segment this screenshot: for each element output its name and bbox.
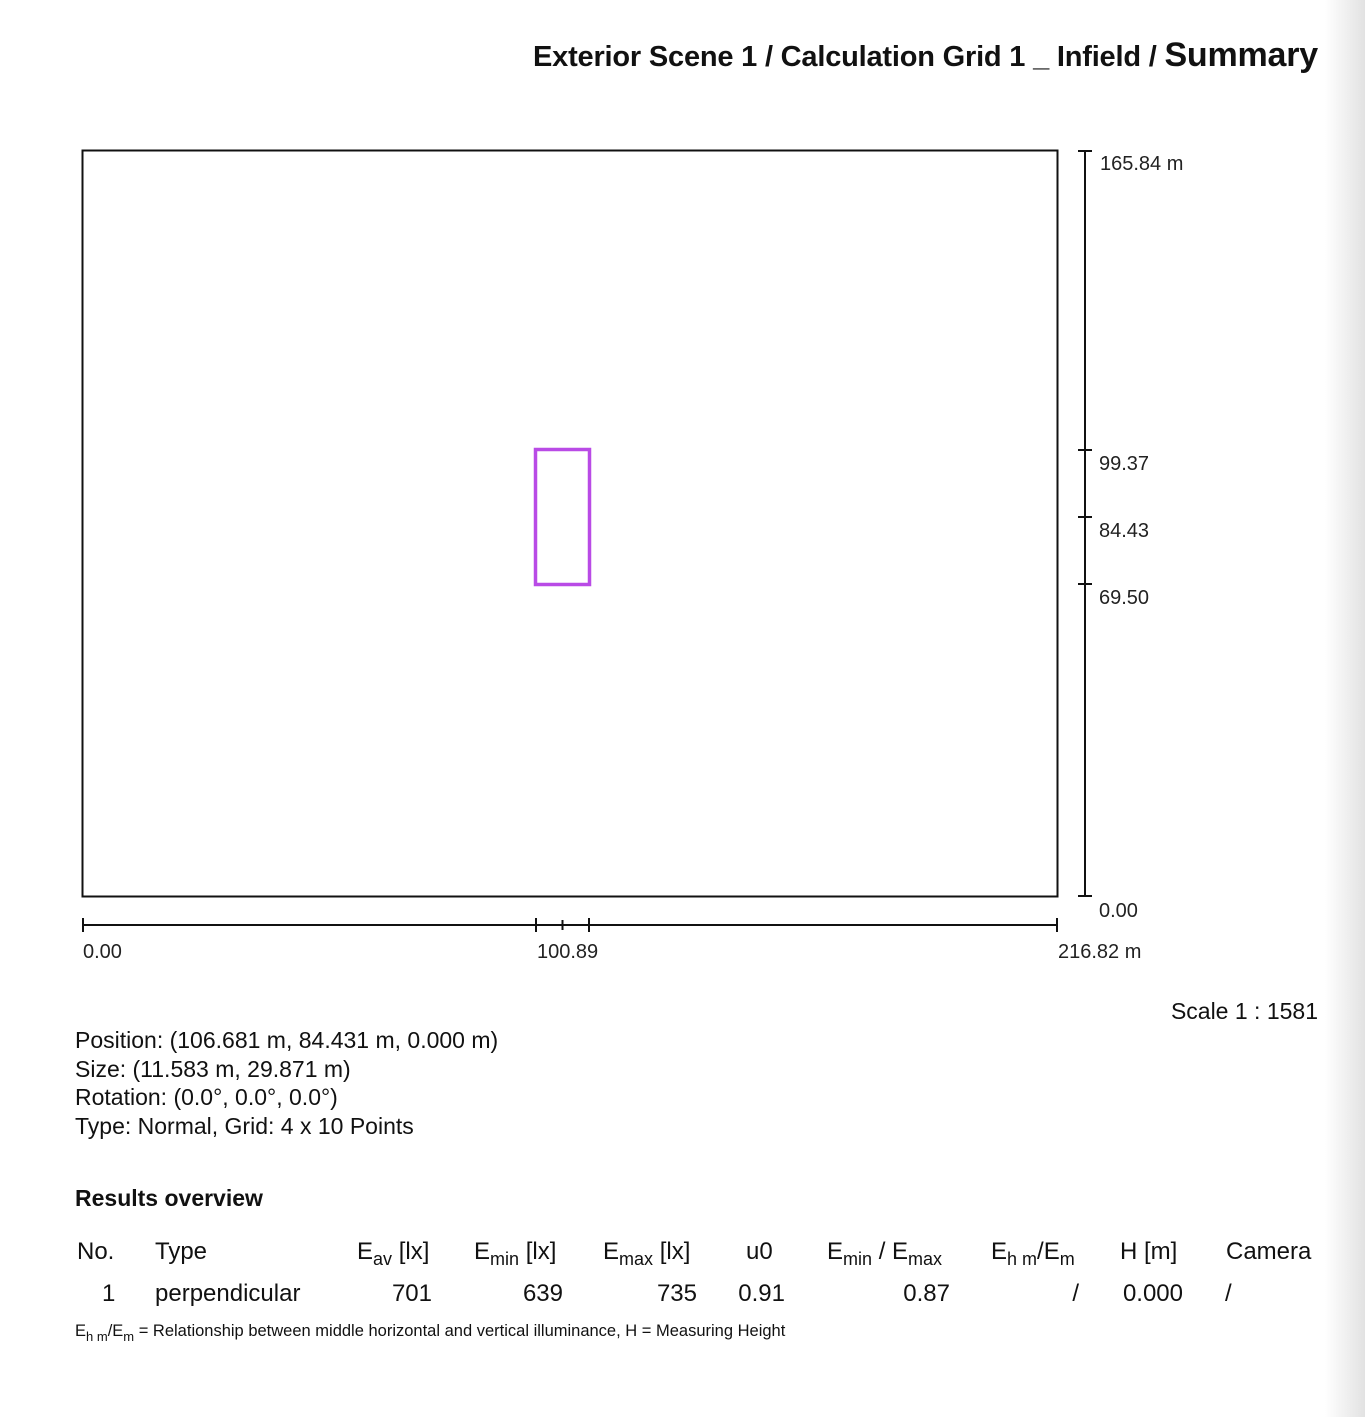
results-table [0,1238,1365,1318]
row-u0: 0.91 [738,1280,785,1307]
grid-properties [75,1026,498,1140]
header-emax: $E_{max}$ [lx] [603,1238,691,1269]
header-emin-emax: $E_{min} / E_{max}$ [827,1238,943,1269]
grid-rotation: Rotation: (0.0°, 0.0°, 0.0°) [75,1084,338,1110]
grid-type: Type: Normal, Grid: 4 x 10 Points [75,1112,414,1139]
scale-label: Scale 1 : 1581 [1170,998,1318,1024]
header-ehm-em: $E_{h m}/E_m$ [991,1238,1075,1269]
x-label-left: 0.00 [83,941,122,963]
row-ehm-em: / [1072,1280,1079,1307]
row-camera: / [1225,1280,1232,1307]
header-eav: $E_{av}$ [lx] [357,1238,430,1269]
header-type: Type [155,1238,208,1265]
table-footnote: $E_{h m}/E_m$ = Relationship between middle horizontal and vertical illuminance, H = Measuring Height [75,1322,786,1344]
y-label-top: 165.84 m [1100,153,1184,175]
page-title-summary: Summary [1164,36,1318,74]
y-label-grid-bottom: 69.50 [1099,587,1150,609]
scene-boundary [83,151,1058,897]
y-label-grid-center: 84.43 [1099,520,1150,542]
header-u0: u0 [746,1238,773,1265]
row-emin: 639 [522,1280,563,1307]
x-label-right: 216.82 m [1058,941,1142,963]
x-label-grid-left: 100.89 [537,941,599,963]
y-label-bottom: 0.00 [1099,900,1138,922]
grid-position: Position: (106.681 m, 84.431 m, 0.000 m) [75,1027,499,1053]
calculation-grid-outline [536,450,590,585]
row-type: perpendicular [155,1280,301,1307]
row-emax: 735 [656,1280,697,1307]
header-emin: $E_{min}$ [lx] [474,1238,557,1269]
header-h: H [m] [1120,1238,1178,1265]
row-eav: 701 [391,1280,432,1307]
row-h: 0.000 [1122,1280,1183,1307]
header-camera: Camera [1226,1238,1312,1265]
results-overview-heading: Results overview [75,1185,263,1211]
header-no: No. [77,1238,115,1265]
page-title-path: Exterior Scene 1 / Calculation Grid 1 _ Infield / [533,41,1165,73]
row-no: 1 [102,1280,116,1307]
y-label-grid-top: 99.37 [1099,453,1150,475]
row-emin-emax: 0.87 [903,1280,950,1307]
grid-size: Size: (11.583 m, 29.871 m) [75,1055,351,1082]
